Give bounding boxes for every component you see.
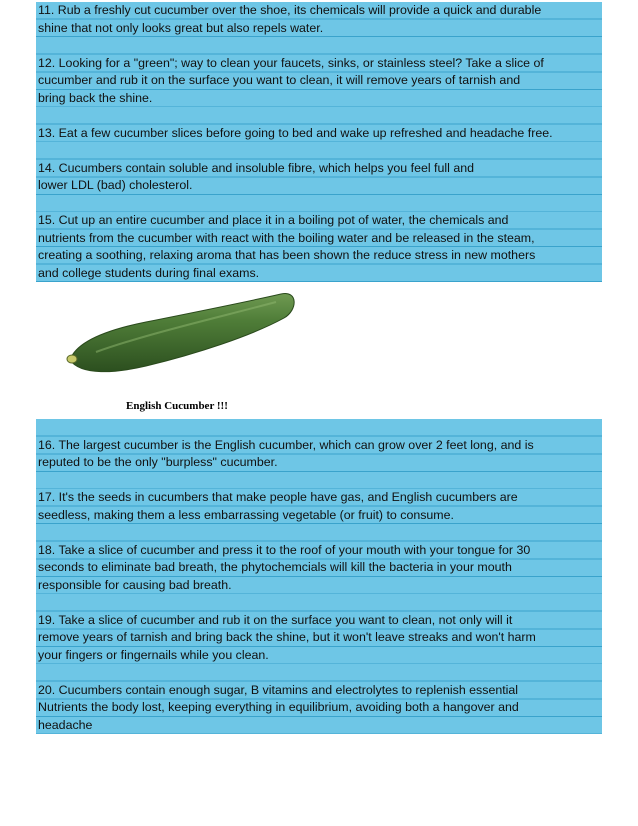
spacer — [36, 37, 602, 55]
spacer — [36, 142, 602, 160]
tip-19: 19. Take a slice of cucumber and rub it on the surface you want to clean, not only will it remove years of tarnish and bring back the shine, but it won't leave streaks and won't harm your fingers or fingernails while you clean. — [36, 612, 602, 665]
tip-12: 12. Looking for a "green"; way to clean your faucets, sinks, or stainless steel? Take a slice of cucumber and rub it on the surface you want to clean, it will remove years of tarnish and bring back the shine. — [36, 55, 602, 108]
cucumber-photo-icon — [36, 272, 602, 418]
spacer — [36, 472, 602, 490]
spacer — [36, 664, 602, 682]
spacer — [36, 419, 602, 437]
spacer — [36, 524, 602, 542]
image-caption: English Cucumber !!! — [126, 400, 228, 412]
tip-20: 20. Cucumbers contain enough sugar, B vitamins and electrolytes to replenish essential Nutrients the body lost, keeping everything in equilibrium, avoiding both a hangover and headache — [36, 682, 602, 735]
spacer — [36, 195, 602, 213]
tip-18: 18. Take a slice of cucumber and press it to the roof of your mouth with your tongue for 30 seconds to eliminate bad breath, the phytochemcials will kill the bacteria in your mouth responsible for causing bad breath. — [36, 542, 602, 595]
tips-block-top — [36, 2, 602, 282]
spacer — [36, 594, 602, 612]
tip-13: 13. Eat a few cucumber slices before going to bed and wake up refreshed and headache free. — [36, 125, 602, 143]
spacer — [36, 107, 602, 125]
tip-14: 14. Cucumbers contain soluble and insoluble fibre, which helps you feel full and lower LDL (bad) cholesterol. — [36, 160, 602, 195]
tips-block-bottom — [36, 419, 602, 734]
tip-17: 17. It's the seeds in cucumbers that make people have gas, and English cucumbers are seedless, making them a less embarrassing vegetable (or fruit) to consume. — [36, 489, 602, 524]
tip-15: 15. Cut up an entire cucumber and place it in a boiling pot of water, the chemicals and nutrients from the cucumber with react with the boiling water and be released in the steam, creating a soothing, relaxing aroma that has been shown the reduce stress in new mothers and college students during final exams. — [36, 212, 602, 282]
tip-11: 11. Rub a freshly cut cucumber over the shoe, its chemicals will provide a quick and durable shine that not only looks great but also repels water. — [36, 2, 602, 37]
cucumber-image-area — [36, 272, 602, 418]
tip-16: 16. The largest cucumber is the English cucumber, which can grow over 2 feet long, and is reputed to be the only "burpless" cucumber. — [36, 437, 602, 472]
